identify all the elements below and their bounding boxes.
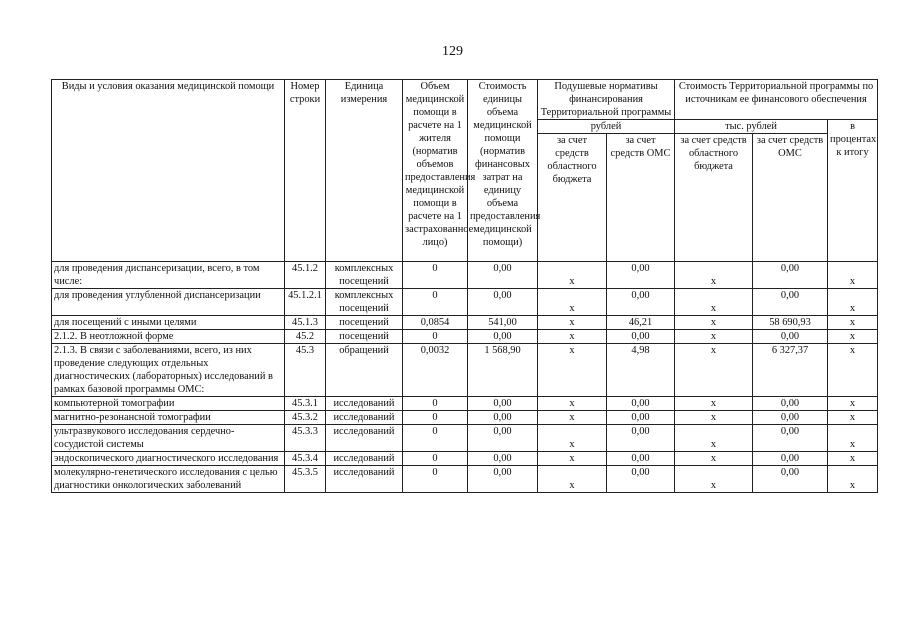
table-row [52, 262, 878, 289]
row-pc-budget: х [538, 397, 607, 411]
header-per-capita: Подушевые нормативы финансирования Территориальной программы [538, 80, 675, 120]
row-unit-cost: 0,00 [468, 411, 538, 425]
row-name: для проведения углубленной диспансеризации [52, 289, 285, 316]
row-tc-oms: 6 327,37 [753, 344, 828, 397]
row-pc-budget: х [538, 262, 607, 289]
row-number: 45.1.3 [285, 316, 326, 330]
row-unit-cost: 0,00 [468, 262, 538, 289]
row-percent: х [828, 289, 878, 316]
row-pc-budget: х [538, 425, 607, 452]
table-row [52, 452, 878, 466]
row-tc-oms: 58 690,93 [753, 316, 828, 330]
table-row [52, 330, 878, 344]
row-pc-budget: х [538, 411, 607, 425]
row-unit-cost: 0,00 [468, 289, 538, 316]
row-percent: х [828, 425, 878, 452]
row-volume: 0 [403, 397, 468, 411]
row-tc-oms: 0,00 [753, 262, 828, 289]
row-unit-cost: 0,00 [468, 466, 538, 493]
row-number: 45.3.5 [285, 466, 326, 493]
row-unit: исследований [326, 425, 403, 452]
row-unit: обращений [326, 344, 403, 397]
row-volume: 0,0032 [403, 344, 468, 397]
row-tc-budget: х [675, 316, 753, 330]
row-name: 2.1.2. В неотложной форме [52, 330, 285, 344]
row-percent: х [828, 452, 878, 466]
row-pc-budget: х [538, 452, 607, 466]
row-unit: комплексных посещений [326, 289, 403, 316]
row-pc-oms: 0,00 [607, 466, 675, 493]
row-volume: 0 [403, 466, 468, 493]
row-percent: х [828, 466, 878, 493]
row-number: 45.3.4 [285, 452, 326, 466]
row-pc-budget: х [538, 330, 607, 344]
row-unit-cost: 1 568,90 [468, 344, 538, 397]
row-tc-budget: х [675, 344, 753, 397]
table-row [52, 344, 878, 397]
row-volume: 0 [403, 330, 468, 344]
row-volume: 0,0854 [403, 316, 468, 330]
row-tc-budget: х [675, 466, 753, 493]
row-pc-oms: 0,00 [607, 452, 675, 466]
header-percent: в процентах к итогу [828, 120, 878, 262]
row-unit: исследований [326, 411, 403, 425]
header-unit: Единица измерения [326, 80, 403, 262]
row-pc-oms: 0,00 [607, 397, 675, 411]
row-volume: 0 [403, 262, 468, 289]
table-row [52, 466, 878, 493]
row-tc-budget: х [675, 330, 753, 344]
row-tc-oms: 0,00 [753, 397, 828, 411]
row-name: для посещений с иными целями [52, 316, 285, 330]
row-tc-budget: х [675, 397, 753, 411]
row-tc-budget: х [675, 262, 753, 289]
row-unit: посещений [326, 316, 403, 330]
header-thousand-rubles: тыс. рублей [675, 120, 828, 134]
row-name: 2.1.3. В связи с заболеваниями, всего, из них проведение следующих отдельных диагностических (лабораторных) исследований в рамках базовой программы ОМС: [52, 344, 285, 397]
row-number: 45.1.2 [285, 262, 326, 289]
row-pc-oms: 4,98 [607, 344, 675, 397]
row-name: компьютерной томографии [52, 397, 285, 411]
row-number: 45.2 [285, 330, 326, 344]
row-pc-oms: 0,00 [607, 425, 675, 452]
row-volume: 0 [403, 289, 468, 316]
row-percent: х [828, 344, 878, 397]
header-oms-2: за счет средств ОМС [753, 134, 828, 262]
row-pc-oms: 0,00 [607, 262, 675, 289]
table-row [52, 289, 878, 316]
header-row-1 [52, 80, 878, 120]
header-regional-budget-2: за счет средств областного бюджета [675, 134, 753, 262]
row-tc-budget: х [675, 452, 753, 466]
table-row [52, 316, 878, 330]
row-tc-budget: х [675, 425, 753, 452]
header-row-number: Номер строки [285, 80, 326, 262]
row-percent: х [828, 316, 878, 330]
medical-care-table [51, 79, 878, 493]
row-unit: комплексных посещений [326, 262, 403, 289]
row-pc-oms: 0,00 [607, 411, 675, 425]
table-row [52, 425, 878, 452]
row-tc-oms: 0,00 [753, 330, 828, 344]
header-volume: Объем медицинской помощи в расчете на 1 жителя (норматив объемов предоставления медицинской помощи в расчете на 1 застрахованное лицо) [403, 80, 468, 262]
row-tc-budget: х [675, 289, 753, 316]
header-oms: за счет средств ОМС [607, 134, 675, 262]
row-percent: х [828, 262, 878, 289]
row-name: молекулярно-генетического исследования с целью диагностики онкологических заболеваний [52, 466, 285, 493]
header-regional-budget: за счет средств областного бюджета [538, 134, 607, 262]
row-number: 45.3.3 [285, 425, 326, 452]
row-tc-oms: 0,00 [753, 466, 828, 493]
row-percent: х [828, 411, 878, 425]
row-tc-oms: 0,00 [753, 452, 828, 466]
table-row [52, 411, 878, 425]
row-volume: 0 [403, 452, 468, 466]
row-pc-budget: х [538, 289, 607, 316]
row-unit: исследований [326, 452, 403, 466]
header-type: Виды и условия оказания медицинской помощи [52, 80, 285, 262]
row-name: для проведения диспансеризации, всего, в том числе: [52, 262, 285, 289]
row-pc-oms: 46,21 [607, 316, 675, 330]
row-unit-cost: 0,00 [468, 425, 538, 452]
row-pc-oms: 0,00 [607, 289, 675, 316]
row-tc-budget: х [675, 411, 753, 425]
row-name: магнитно-резонансной томографии [52, 411, 285, 425]
row-number: 45.3 [285, 344, 326, 397]
header-unit-cost: Стоимость единицы объема медицинской помощи (норматив финансовых затрат на единицу объема предоставления медицинской помощи) [468, 80, 538, 262]
row-pc-oms: 0,00 [607, 330, 675, 344]
row-number: 45.3.2 [285, 411, 326, 425]
row-tc-oms: 0,00 [753, 425, 828, 452]
row-pc-budget: х [538, 316, 607, 330]
header-rubles: рублей [538, 120, 675, 134]
row-unit-cost: 541,00 [468, 316, 538, 330]
table-row [52, 397, 878, 411]
row-unit: посещений [326, 330, 403, 344]
row-percent: х [828, 397, 878, 411]
row-unit: исследований [326, 397, 403, 411]
row-number: 45.1.2.1 [285, 289, 326, 316]
row-tc-oms: 0,00 [753, 289, 828, 316]
header-total-cost: Стоимость Территориальной программы по источникам ее финансового обеспечения [675, 80, 878, 120]
row-unit-cost: 0,00 [468, 452, 538, 466]
row-pc-budget: х [538, 344, 607, 397]
row-pc-budget: х [538, 466, 607, 493]
row-unit-cost: 0,00 [468, 330, 538, 344]
row-tc-oms: 0,00 [753, 411, 828, 425]
row-unit-cost: 0,00 [468, 397, 538, 411]
row-volume: 0 [403, 425, 468, 452]
row-name: ультразвукового исследования сердечно-сосудистой системы [52, 425, 285, 452]
row-volume: 0 [403, 411, 468, 425]
row-unit: исследований [326, 466, 403, 493]
row-name: эндоскопического диагностического исследования [52, 452, 285, 466]
page-number: 129 [442, 44, 463, 59]
row-number: 45.3.1 [285, 397, 326, 411]
row-percent: х [828, 330, 878, 344]
